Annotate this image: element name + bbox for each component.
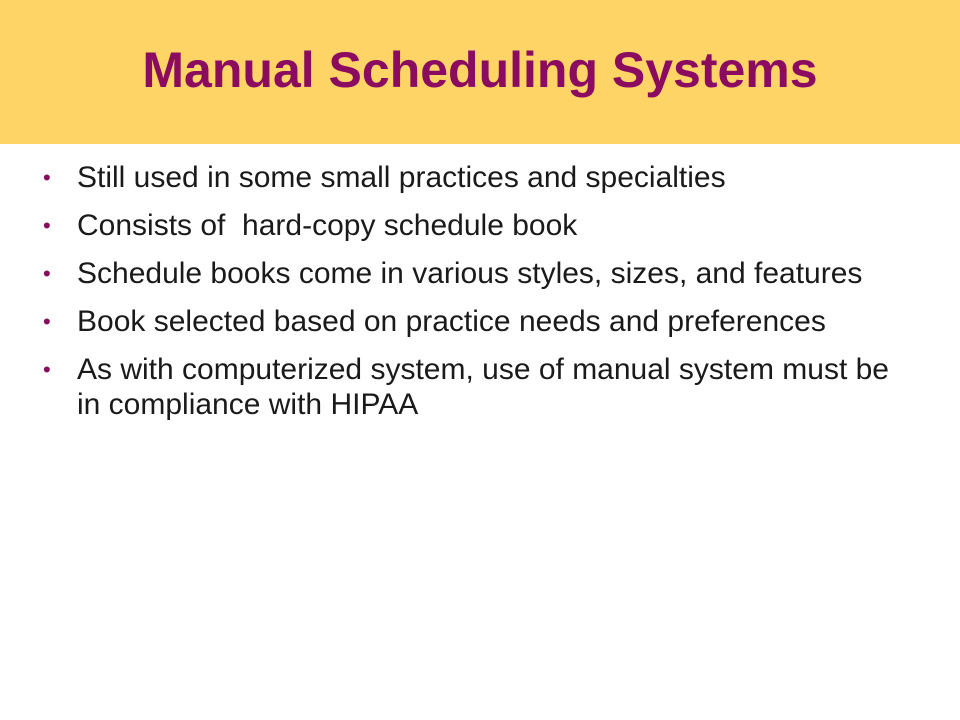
bullet-marker-icon: • [43,309,51,334]
bullet-item [40,304,920,339]
slide-title: Manual Scheduling Systems [142,42,818,98]
bullet-list [40,160,920,435]
bullet-item [40,256,920,291]
bullet-marker-icon: • [43,357,51,382]
bullet-marker-icon: • [43,165,51,190]
bullet-text: Schedule books come in various styles, sizes, and features [77,257,863,290]
bullet-item [40,208,920,243]
bullet-text: Consists of hard-copy schedule book [77,209,578,242]
bullet-marker-icon: • [43,261,51,286]
bullet-text: Book selected based on practice needs and preferences [77,305,826,338]
bullet-text: Still used in some small practices and specialties [77,161,726,194]
bullet-text: As with computerized system, use of manual system must be in compliance with HIPAA [77,353,889,421]
bullet-item [40,352,920,422]
bullet-marker-icon: • [43,213,51,238]
bullet-item [40,160,920,195]
